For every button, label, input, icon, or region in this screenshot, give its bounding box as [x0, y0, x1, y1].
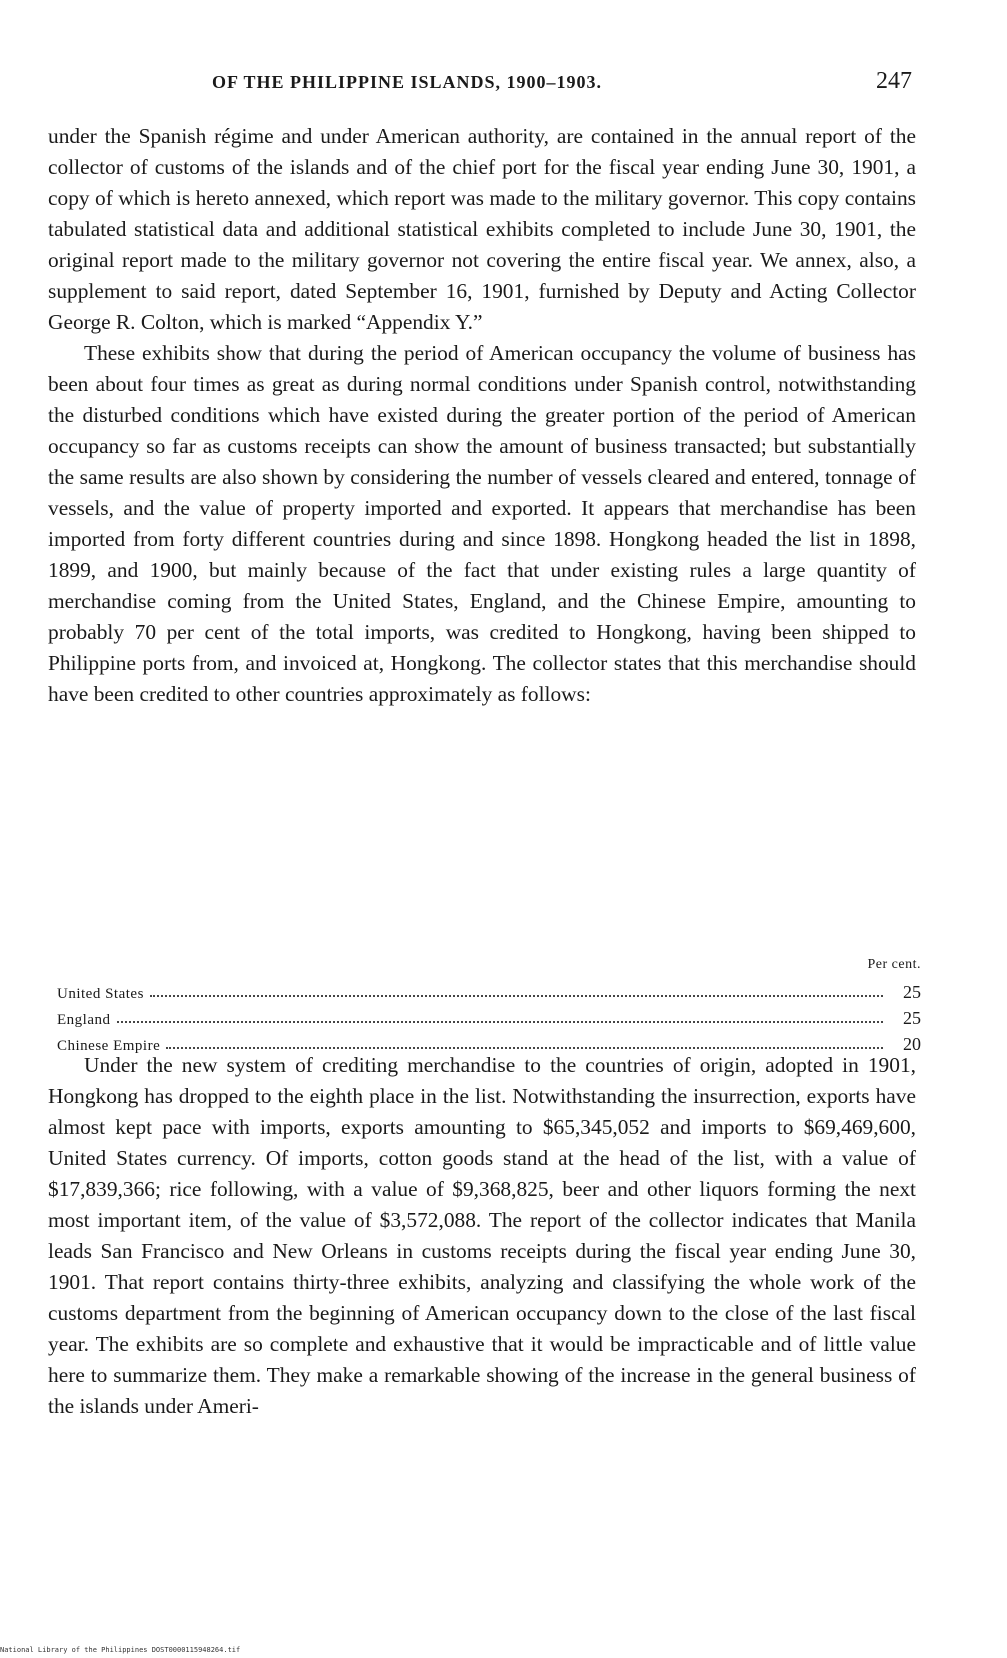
paragraph-exhibits: These exhibits show that during the period of American occupancy the volume of business has been about four times as great as during normal conditions under Spanish control, notwithstanding the disturbed conditions which have existed during the greater portion of the period of American occupancy so far as customs receipts can show the amount of business transacted; but substantially the same results are also shown by considering the number of vessels cleared and entered, tonnage of vessels, and the value of property imported and exported. It appears that merchandise has been imported from forty different countries during and since 1898. Hongkong headed the list in 1898, 1899, and 1900, but mainly because of the fact that under existing rules a large quantity of merchandise coming from the United States, England, and the Chinese Empire, amounting to probably 70 per cent of the total imports, was credited to Hongkong, having been shipped to Philippine ports from, and invoiced at, Hongkong. The collector states that this merchandise should have been credited to other countries approximately as follows: — [48, 341, 916, 706]
percent-column-header: Per cent. — [867, 957, 921, 972]
dot-leader — [150, 995, 883, 997]
table-row — [57, 977, 921, 1003]
dot-leader — [166, 1047, 883, 1049]
paragraph-continuation: under the Spanish régime and under American authority, are contained in the annual report of the collector of customs of the islands and of the chief port for the fiscal year ending June 30, 1901, a copy of which is hereto annexed, which report was made to the military governor. This copy contains tabulated statistical data and additional statistical exhibits completed to include June 30, 1901, the original report made to the military governor not covering the entire fiscal year. We annex, also, a supplement to said report, dated September 16, 1901, furnished by Deputy and Acting Collector George R. Colton, which is marked “Appendix Y.” — [48, 124, 916, 334]
running-head: OF THE PHILIPPINE ISLANDS, 1900–1903. — [212, 72, 603, 92]
page-header — [52, 68, 912, 98]
text-block-bottom — [48, 1050, 916, 1422]
row-value: 25 — [903, 1008, 921, 1028]
row-label: England — [57, 1012, 111, 1028]
page-number: 247 — [876, 68, 912, 94]
row-label: United States — [57, 986, 144, 1002]
table-row — [57, 1003, 921, 1029]
paragraph-new-system: Under the new system of crediting merchandise to the countries of origin, adopted in 1901, Hongkong has dropped to the eighth place in the list. Notwithstanding the insurrection, exports have almost kept pace with imports, exports amounting to $65,345,052 and imports to $69,469,600, United States currency. Of imports, cotton goods stand at the head of the list, with a value of $17,839,366; rice following, with a value of $9,368,825, beer and other liquors forming the next most important item, of the value of $3,572,088. The report of the collector indicates that Manila leads San Francisco and New Orleans in customs receipts during the fiscal year ending June 30, 1901. That report contains thirty-three exhibits, analyzing and classifying the whole work of the customs department from the beginning of American occupancy down to the close of the last fiscal year. The exhibits are so complete and exhaustive that it would be impracticable and of little value here to summarize them. They make a remarkable showing of the increase in the general business of the islands under Ameri- — [48, 1053, 916, 1418]
percent-table — [57, 977, 921, 1055]
row-value: 20 — [903, 1034, 921, 1054]
row-label: Chinese Empire — [57, 1038, 161, 1054]
text-block-top — [48, 121, 916, 710]
row-value: 25 — [903, 982, 921, 1002]
scan-footer: National Library of the Philippines DOST0000115948264.tif — [0, 1646, 241, 1654]
dot-leader — [117, 1021, 884, 1023]
